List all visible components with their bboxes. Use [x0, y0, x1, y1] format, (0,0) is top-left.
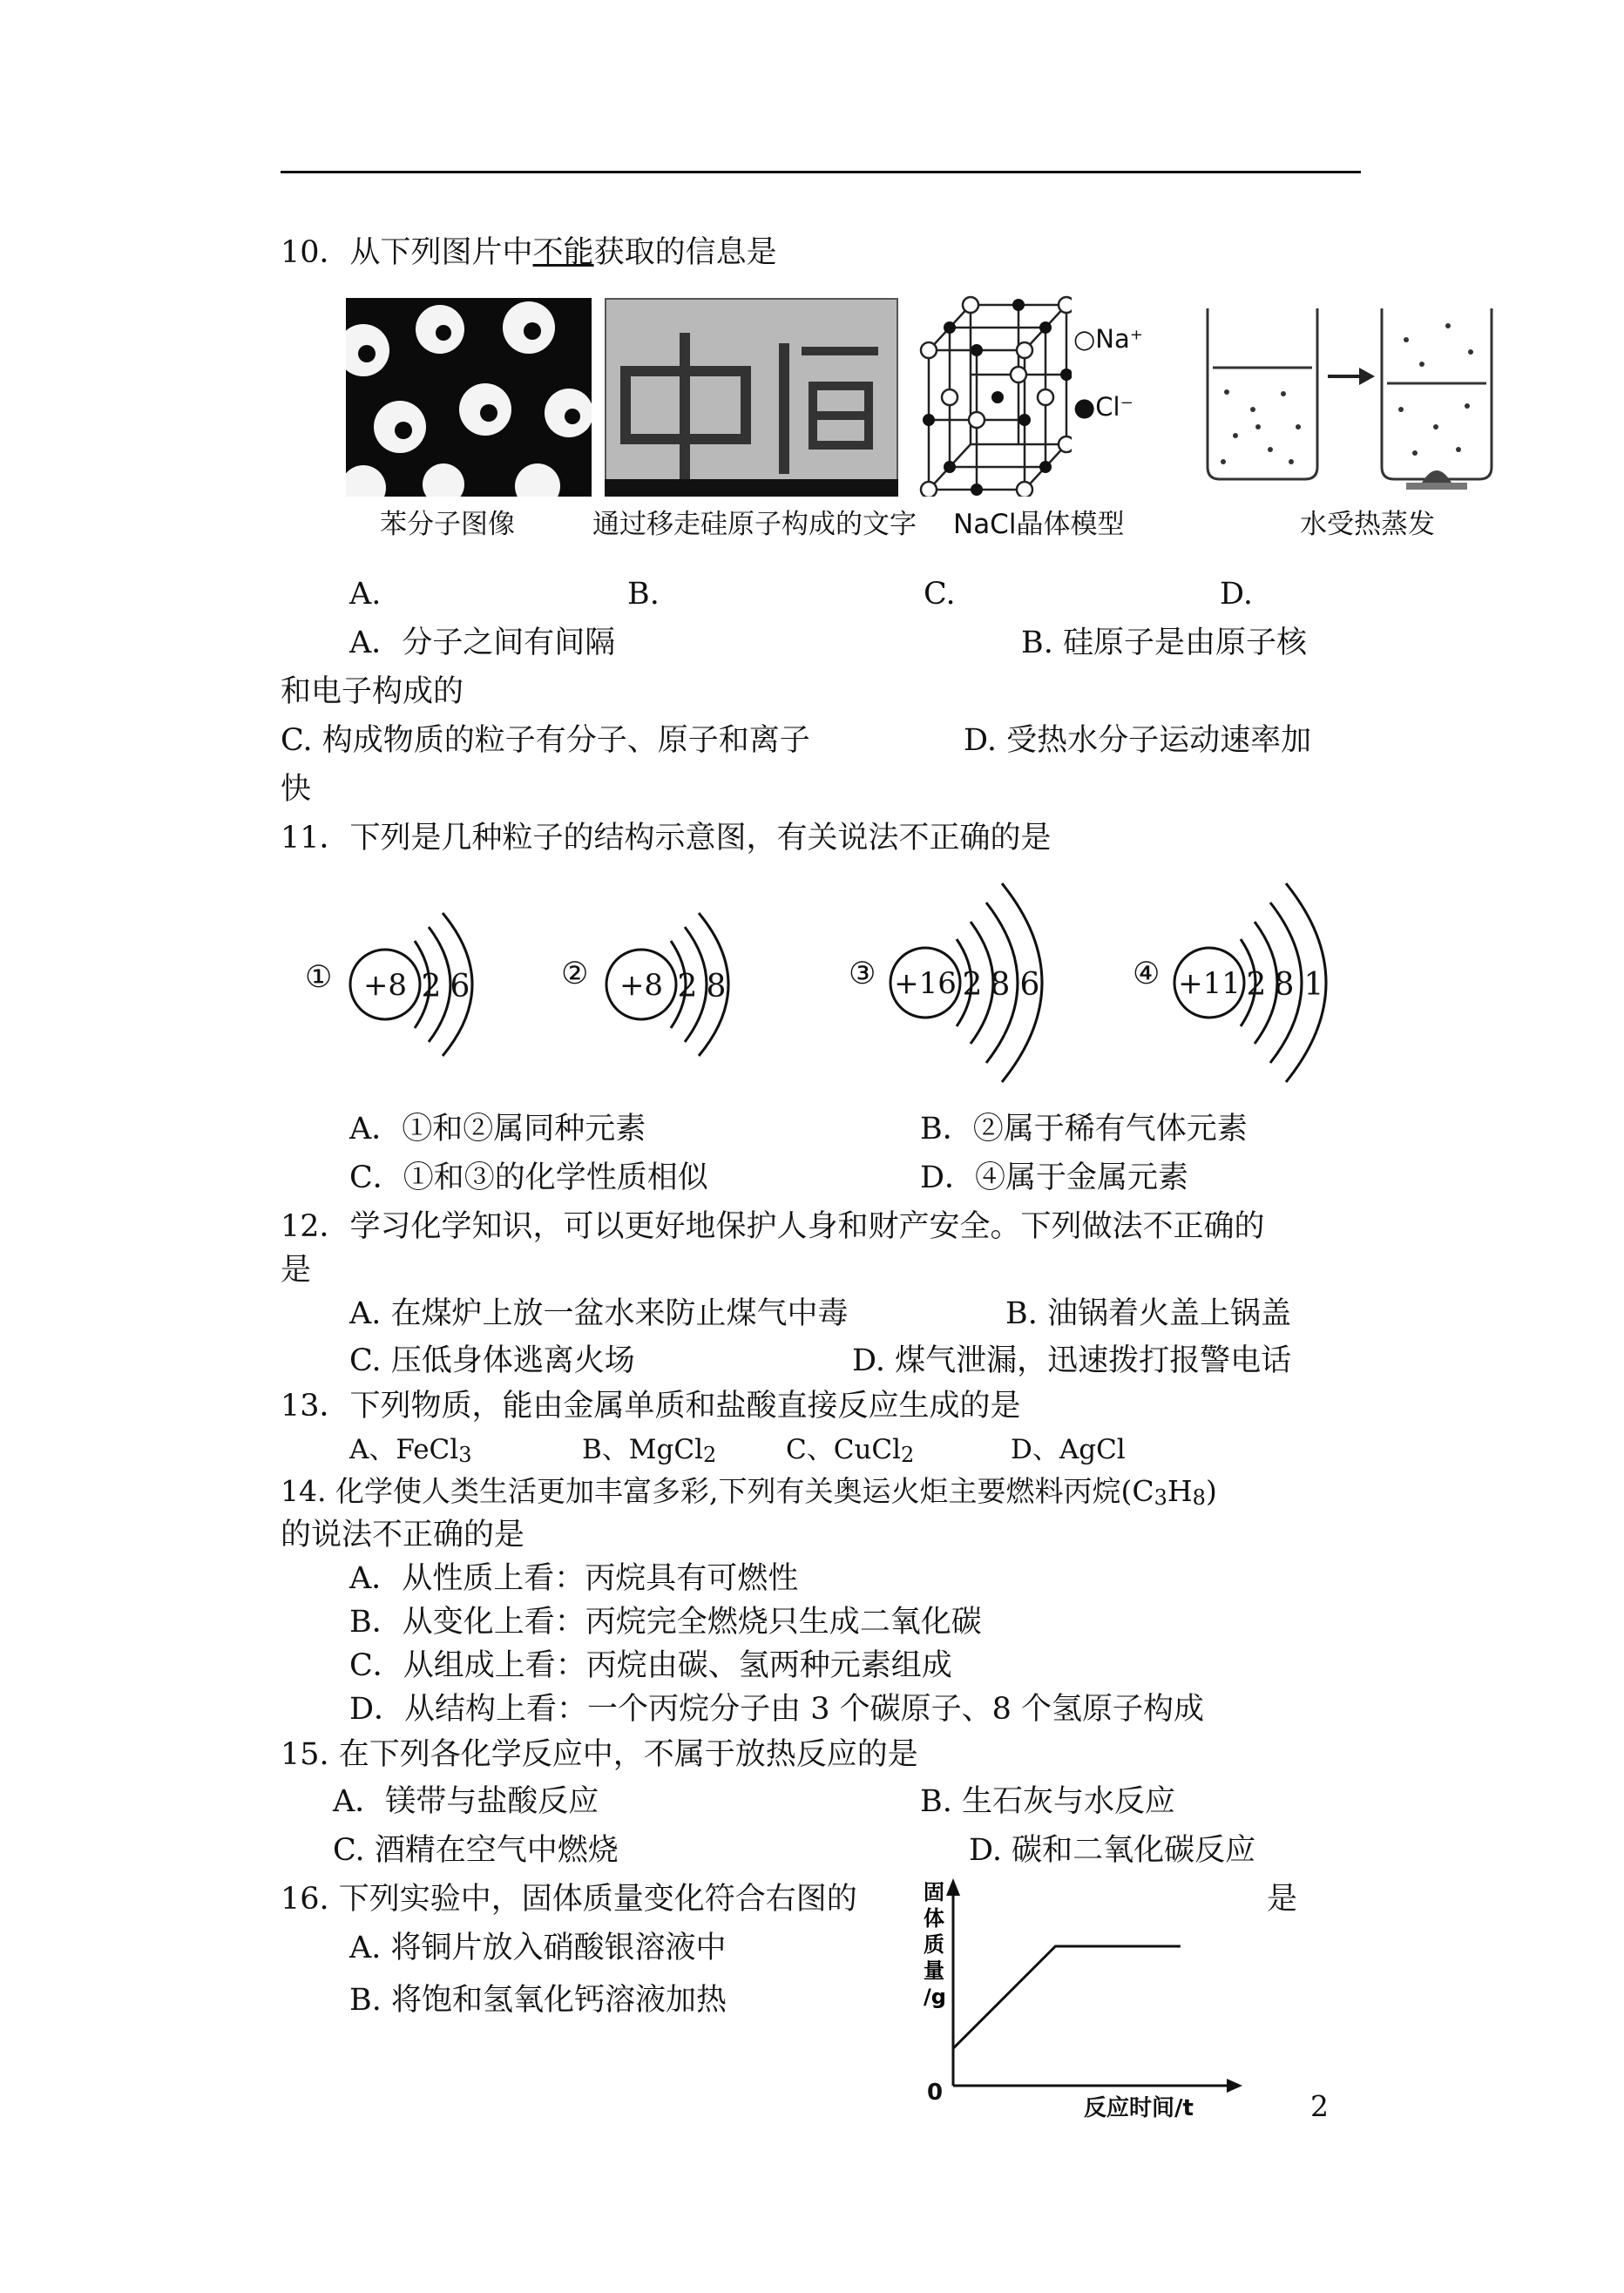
particle-3-nucleus: +16 [894, 966, 957, 1001]
particle-3-electron-1: 2 [962, 967, 983, 1003]
q14-option-d: D．从结构上看：一个丙烷分子由 3 个碳原子、8 个氢原子构成 [349, 1692, 1204, 1727]
particle-3-electron-2: 8 [990, 967, 1011, 1003]
solid-mass-chart [915, 1873, 1246, 2122]
chart-y-label-char: 体 [924, 1906, 944, 1931]
q16-option-b: B. 将饱和氢氧化钙溶液加热 [349, 1983, 727, 2018]
q13-stem: 13．下列物质，能由金属单质和盐酸直接反应生成的是 [281, 1389, 1021, 1424]
chart-series-line [953, 1946, 1181, 2048]
particle-2-electron-1: 2 [677, 969, 698, 1004]
q13-option-c: C、CuCl$_2$ [786, 1434, 915, 1467]
q12-option-b: B. 油锅着火盖上锅盖 [1005, 1296, 1291, 1331]
q16-stem: 16. 下列实验中，固体质量变化符合右图的 [281, 1882, 857, 1917]
q15-option-b: B. 生石灰与水反应 [920, 1784, 1175, 1819]
silicon-text-image [605, 298, 898, 497]
q15-option-c: C. 酒精在空气中燃烧 [333, 1833, 619, 1868]
q15-option-d: D. 碳和二氧化碳反应 [969, 1833, 1256, 1868]
caption-nacl: NaCl晶体模型 [953, 509, 1125, 540]
image-letter-b: B. [627, 577, 660, 612]
q10-option-d-cont: 快 [281, 772, 312, 807]
particle-4-nucleus: +11 [1178, 966, 1241, 1001]
q16-option-a: A. 将铜片放入硝酸银溶液中 [349, 1931, 727, 1965]
particle-4-label: ④ [1133, 957, 1160, 991]
q16-stem-end: 是 [1267, 1882, 1298, 1917]
image-letter-a: A. [349, 577, 382, 612]
q10-option-d: D. 受热水分子运动速率加 [964, 723, 1312, 758]
q14-option-c: C．从组成上看：丙烷由碳、氢两种元素组成 [349, 1648, 952, 1683]
particle-4-electron-3: 1 [1303, 967, 1324, 1003]
image-letter-c: C. [924, 577, 956, 612]
nacl-legend-na: ○Na⁺ [1073, 324, 1144, 354]
chart-origin-label: 0 [927, 2080, 944, 2106]
water-evaporation-image [1201, 296, 1493, 498]
particle-4-electron-2: 8 [1274, 967, 1295, 1003]
q11-option-d: D．④属于金属元素 [920, 1160, 1189, 1195]
caption-benzene: 苯分子图像 [380, 509, 515, 540]
q12-stem: 12．学习化学知识，可以更好地保护人身和财产安全。下列做法不正确的 [281, 1209, 1265, 1244]
q10-option-b-cont: 和电子构成的 [281, 674, 464, 709]
q14-option-a: A．从性质上看：丙烷具有可燃性 [349, 1561, 799, 1596]
chart-y-label-char: 量 [924, 1958, 944, 1983]
chart-x-label: 反应时间/t [1084, 2095, 1194, 2121]
q14-stem: 14. 化学使人类生活更加丰富多彩,下列有关奥运火炬主要燃料丙烷$(C_3H_8)$ [281, 1474, 1217, 1510]
chart-y-label-char: 固 [924, 1880, 944, 1904]
chart-y-label-char: 质 [924, 1932, 944, 1957]
particle-1-nucleus: +8 [362, 968, 408, 1003]
particle-1-electron-2: 6 [450, 969, 470, 1004]
q10-option-a: A．分子之间有间隔 [349, 626, 616, 660]
q13-option-d: D、AgCl [1011, 1434, 1126, 1465]
q12-option-a: A. 在煤炉上放一盆水来防止煤气中毒 [349, 1296, 849, 1331]
particle-3-electron-3: 6 [1019, 967, 1040, 1003]
particle-4-electron-1: 2 [1246, 967, 1267, 1003]
particle-2-electron-2: 8 [706, 969, 727, 1004]
q12-option-d: D. 煤气泄漏，迅速拨打报警电话 [852, 1343, 1292, 1378]
q14-option-b: B．从变化上看：丙烷完全燃烧只生成二氧化碳 [349, 1605, 982, 1640]
caption-water: 水受热蒸发 [1300, 509, 1435, 540]
particle-2-diagram [596, 906, 761, 1063]
q11-option-b: B．②属于稀有气体元素 [920, 1112, 1248, 1146]
q15-stem: 15. 在下列各化学反应中，不属于放热反应的是 [281, 1737, 918, 1772]
chart-y-label-char: /g [924, 1985, 946, 2009]
chart-y-axis-arrow [946, 1878, 960, 1896]
chart-x-axis-arrow [1227, 2079, 1242, 2093]
q12-option-c: C. 压低身体逃离火场 [349, 1343, 635, 1378]
header-rule [281, 171, 1361, 173]
q10-stem: 10．从下列图片中不能获取的信息是 [281, 235, 777, 270]
particle-3-diagram [880, 878, 1089, 1084]
q12-stem-cont: 是 [281, 1253, 312, 1288]
q13-option-a: A、FeCl$_3$ [349, 1434, 472, 1467]
image-letter-d: D. [1220, 577, 1253, 612]
nacl-lattice-image [917, 294, 1072, 497]
benzene-image [346, 298, 592, 497]
q14-stem-cont: 的说法不正确的是 [281, 1518, 525, 1552]
q10-option-b: B. 硅原子是由原子核 [1021, 626, 1307, 660]
particle-2-nucleus: +8 [619, 968, 664, 1003]
chart-y-label [924, 1880, 946, 2009]
nacl-legend-cl: ●Cl⁻ [1073, 392, 1133, 422]
particle-3-label: ③ [849, 957, 876, 991]
q11-option-a: A．①和②属同种元素 [349, 1112, 646, 1146]
q10-option-c: C. 构成物质的粒子有分子、原子和离子 [281, 723, 810, 758]
caption-silicon: 通过移走硅原子构成的文字 [592, 509, 917, 540]
particle-4-diagram [1164, 878, 1373, 1084]
q13-option-b: B、MgCl$_2$ [582, 1434, 717, 1467]
particle-1-diagram [340, 906, 505, 1063]
q11-stem: 11．下列是几种粒子的结构示意图，有关说法不正确的是 [281, 821, 1052, 856]
particle-1-label: ① [305, 960, 333, 995]
particle-2-label: ② [561, 957, 589, 991]
q15-option-a: A．镁带与盐酸反应 [333, 1784, 599, 1819]
q11-option-c: C．①和③的化学性质相似 [349, 1160, 708, 1195]
page-number: 2 [1310, 2089, 1329, 2123]
particle-1-electron-1: 2 [421, 969, 442, 1004]
